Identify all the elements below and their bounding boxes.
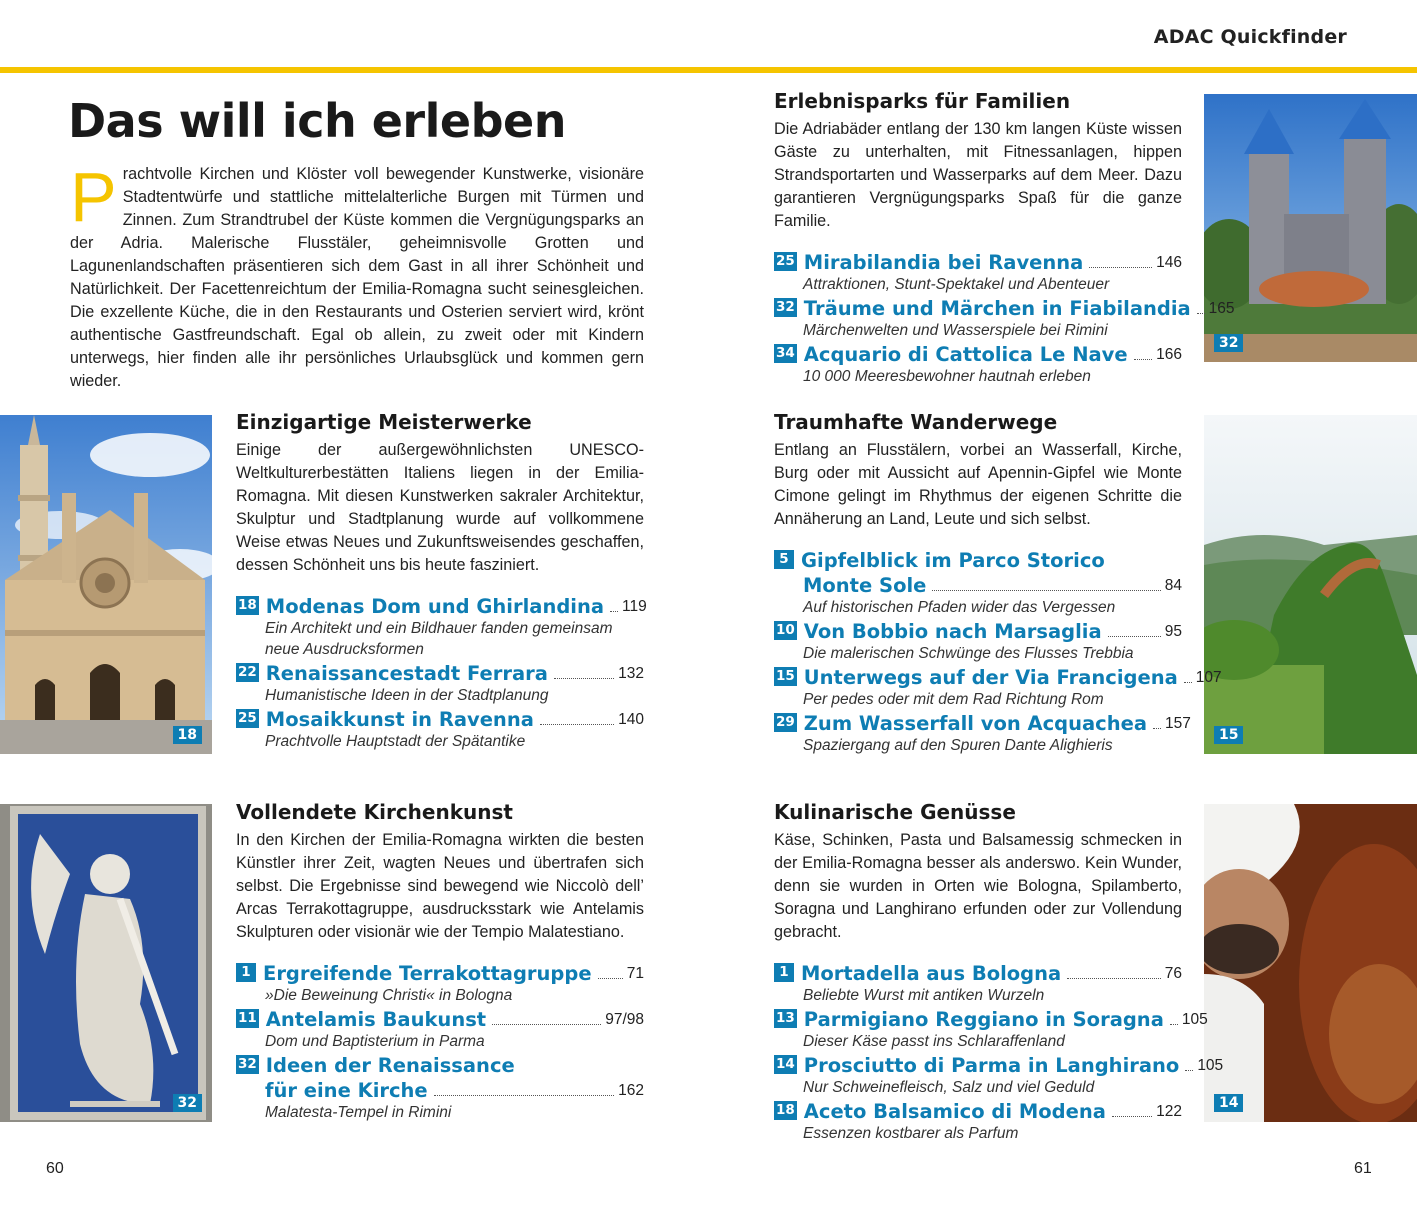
entry-page: 122 xyxy=(1156,1103,1182,1120)
leader-dots xyxy=(1184,682,1192,683)
leader-dots xyxy=(610,611,618,612)
drop-cap: P xyxy=(70,158,117,236)
leader-dots xyxy=(540,724,614,725)
entry-page: 132 xyxy=(618,665,644,682)
entry-parmigiano[interactable] xyxy=(774,1006,1208,1052)
entry-title[interactable]: Antelamis Baukunst xyxy=(265,1008,487,1031)
section-description: Käse, Schinken, Pasta und Balsamessig schmecken in der Emilia-Romagna besser als anderswo. Kein Wunder, denn sie wurden in Orten wie Bologna, Spilamberto, Soragna und Langhirano erfunden oder zur Vollendung gebracht. xyxy=(774,831,1182,941)
entry-number: 13 xyxy=(776,1010,795,1026)
entry-title[interactable]: Ideen der Renaissance xyxy=(265,1054,515,1077)
hills-illustration xyxy=(1204,415,1417,754)
section-title: Traumhafte Wanderwege xyxy=(774,410,1058,434)
entry-title[interactable]: Zum Wasserfall von Acquachea xyxy=(803,712,1148,735)
entry-bobbio[interactable] xyxy=(774,618,1182,664)
leader-dots xyxy=(1185,1070,1193,1071)
entry-number: 11 xyxy=(238,1010,257,1026)
leader-dots xyxy=(1134,359,1153,360)
page-number-left: 60 xyxy=(46,1160,64,1177)
entry-subtitle: Essenzen kostbarer als Parfum xyxy=(803,1125,1019,1142)
entry-title[interactable]: Aceto Balsamico di Modena xyxy=(803,1100,1106,1123)
leader-dots xyxy=(932,590,1160,591)
section-meisterwerke xyxy=(236,410,647,752)
entry-monte-sole[interactable] xyxy=(774,547,1182,618)
entry-number: 25 xyxy=(776,253,795,269)
entry-subtitle: 10 000 Meeresbewohner hautnah erleben xyxy=(803,368,1091,385)
entry-page: 105 xyxy=(1181,1011,1208,1028)
photo-modena-cathedral xyxy=(0,415,212,754)
entry-page: 71 xyxy=(626,965,644,982)
cathedral-illustration xyxy=(0,415,212,754)
entry-page: 140 xyxy=(618,711,644,728)
entry-page: 157 xyxy=(1165,715,1191,732)
entry-subtitle: Spaziergang auf den Spuren Dante Alighieris xyxy=(803,737,1113,754)
photo-badge: 32 xyxy=(173,1094,202,1112)
section-description: Entlang an Flusstälern, vorbei an Wasserfall, Kirche, Burg oder mit Aussicht auf Apennin-Gipfel wie Monte Cimone gelingt im Rhythmus der eigenen Schritte die Annäherung an Land, Leute und sich selbst. xyxy=(774,441,1182,528)
entry-title[interactable]: Acquario di Cattolica Le Nave xyxy=(803,343,1128,366)
leader-dots xyxy=(554,678,614,679)
leader-dots xyxy=(1153,728,1161,729)
entry-page: 165 xyxy=(1208,300,1235,317)
prosciutto-illustration xyxy=(1204,804,1417,1122)
intro-text: rachtvolle Kirchen und Klöster voll bewegender Kunstwerke, visionäre Stadtentwürfe und stattliche mittelalterliche Burgen mit Türmen und Zinnen. Zum Strandtrubel der Küste kommen die Vergnügungsparks an der Adria. Malerische Flusstäler, geheimnisvolle Grotten und Lagunenlandschaften präsentieren sich dem Gast in all ihrer Schönheit und Natürlichkeit. Der Facettenreichtum der Emilia-Romagna sucht seinesgleichen. Die exzellente Küche, die in den Restaurants und Osterien serviert wird, krönt authentische Gastfreundschaft. Egal ob allein, zu zweit oder mit Kindern unterwegs, hier finden alle ihr persönliches Urlaubsglück und kommen gern wieder. xyxy=(70,165,644,390)
entry-number: 18 xyxy=(238,597,257,613)
leader-dots xyxy=(1089,267,1152,268)
entry-number: 32 xyxy=(776,299,795,315)
entry-subtitle: »Die Beweinung Christi« in Bologna xyxy=(265,987,513,1004)
entry-title[interactable]: Mosaikkunst in Ravenna xyxy=(265,708,534,731)
leader-dots xyxy=(1112,1116,1152,1117)
entry-title[interactable]: Ergreifende Terrakottagruppe xyxy=(263,962,592,985)
entry-ravenna-mosaics[interactable] xyxy=(236,706,644,752)
entry-subtitle: Dieser Käse passt ins Schlaraffenland xyxy=(803,1033,1065,1050)
entry-title-cont[interactable]: Monte Sole xyxy=(803,574,927,597)
running-header: ADAC Quickfinder xyxy=(1153,26,1347,48)
leader-dots xyxy=(1067,978,1161,979)
section-erlebnisparks xyxy=(774,89,1235,387)
leader-dots xyxy=(1170,1024,1178,1025)
page-title: Das will ich erleben xyxy=(68,94,566,148)
photo-badge: 14 xyxy=(1214,1094,1243,1112)
entry-page: 97/98 xyxy=(605,1011,644,1028)
entry-number: 15 xyxy=(776,668,795,684)
photo-badge: 18 xyxy=(173,726,202,744)
entry-page: 162 xyxy=(618,1082,644,1099)
entry-ferrara[interactable] xyxy=(236,660,644,706)
photo-green-hills xyxy=(1204,415,1417,754)
entry-number: 18 xyxy=(776,1102,795,1118)
entry-subtitle: Prachtvolle Hauptstadt der Spätantike xyxy=(265,733,526,750)
entry-title[interactable]: Von Bobbio nach Marsaglia xyxy=(803,620,1102,643)
entry-title[interactable]: Prosciutto di Parma in Langhirano xyxy=(803,1054,1180,1077)
entry-mortadella[interactable] xyxy=(774,960,1182,1006)
entry-subtitle: Ein Architekt und ein Bildhauer fanden gemeinsam xyxy=(265,620,613,637)
entry-number: 14 xyxy=(776,1056,795,1072)
entry-page: 166 xyxy=(1156,346,1182,363)
entry-subtitle-cont: neue Ausdrucksformen xyxy=(265,641,424,658)
entry-title[interactable]: Parmigiano Reggiano in Soragna xyxy=(803,1008,1164,1031)
section-title: Erlebnisparks für Familien xyxy=(774,89,1071,113)
castle-illustration xyxy=(1204,94,1417,362)
entry-subtitle: Nur Schweinefleisch, Salz und viel Geduld xyxy=(803,1079,1095,1096)
entry-title[interactable]: Renaissancestadt Ferrara xyxy=(265,662,548,685)
entry-prosciutto[interactable] xyxy=(774,1052,1224,1098)
entry-number: 34 xyxy=(776,345,795,361)
entry-subtitle: Auf historischen Pfaden wider das Vergessen xyxy=(803,599,1116,616)
entry-number: 29 xyxy=(776,714,795,730)
entry-modena-dom[interactable] xyxy=(236,593,647,660)
entry-subtitle: Beliebte Wurst mit antiken Wurzeln xyxy=(803,987,1045,1004)
entry-aceto-balsamico[interactable] xyxy=(774,1098,1182,1144)
entry-page: 119 xyxy=(622,598,647,615)
entry-number: 10 xyxy=(776,622,795,638)
entry-title[interactable]: Modenas Dom und Ghirlandina xyxy=(265,595,605,618)
section-title: Vollendete Kirchenkunst xyxy=(236,800,513,824)
photo-badge: 32 xyxy=(1214,334,1243,352)
entry-title[interactable]: Unterwegs auf der Via Francigena xyxy=(803,666,1178,689)
header-rule xyxy=(0,67,1417,73)
page-number-right: 61 xyxy=(1354,1160,1372,1177)
entry-page: 105 xyxy=(1197,1057,1224,1074)
entry-page: 107 xyxy=(1195,669,1222,686)
entry-title[interactable]: Mirabilandia bei Ravenna xyxy=(803,251,1084,274)
entry-title[interactable]: Gipfelblick im Parco Storico xyxy=(801,549,1105,572)
section-description: Einige der außergewöhnlichsten UNESCO-Weltkulturerbestätten Italiens liegen in der Emilia-Romagna. Mit diesen Kunstwerken sakraler Architektur, Skulptur und Stadtplanung wurde auf vollkommene Weise etwas Neues und Zukunftsweisendes geschaffen, dessen Schönheit uns bis heute fasziniert. xyxy=(236,441,644,574)
entry-title[interactable]: Träume und Märchen in Fiabilandia xyxy=(803,297,1191,320)
entry-acquario[interactable] xyxy=(774,341,1182,387)
entry-mirabilandia[interactable] xyxy=(774,249,1182,295)
relief-illustration xyxy=(0,804,212,1122)
entry-page: 76 xyxy=(1164,965,1182,982)
entry-number: 1 xyxy=(236,963,256,982)
section-description: Die Adriabäder entlang der 130 km langen Küste wissen Gäste zu unterhalten, mit Fitnessanlagen, hippen Strandsportarten und Wasserparks auf dem Meer. Dazu garantieren Vergnügungsparks Spaß für die ganze Familie. xyxy=(774,120,1182,230)
entry-subtitle: Per pedes oder mit dem Rad Richtung Rom xyxy=(803,691,1104,708)
section-kulinarisch xyxy=(774,800,1224,1144)
entry-page: 95 xyxy=(1164,623,1182,640)
entry-title[interactable]: Mortadella aus Bologna xyxy=(801,962,1062,985)
entry-subtitle: Dom und Baptisterium in Parma xyxy=(265,1033,485,1050)
photo-fiabilandia-castle xyxy=(1204,94,1417,362)
intro-paragraph xyxy=(70,158,644,393)
entry-subtitle: Märchenwelten und Wasserspiele bei Rimini xyxy=(803,322,1108,339)
entry-page: 84 xyxy=(1164,577,1182,594)
entry-renaissance-kirche[interactable] xyxy=(236,1052,644,1123)
photo-badge: 15 xyxy=(1214,726,1243,744)
entry-subtitle: Humanistische Ideen in der Stadtplanung xyxy=(265,687,549,704)
photo-angel-relief xyxy=(0,804,212,1122)
entry-number: 25 xyxy=(238,710,257,726)
leader-dots xyxy=(434,1095,614,1096)
entry-via-francigena[interactable] xyxy=(774,664,1222,710)
entry-number: 32 xyxy=(238,1056,257,1072)
entry-title-cont[interactable]: für eine Kirche xyxy=(265,1079,428,1102)
leader-dots xyxy=(598,978,623,979)
section-title: Kulinarische Genüsse xyxy=(774,800,1016,824)
entry-page: 146 xyxy=(1156,254,1182,271)
entry-subtitle: Malatesta-Tempel in Rimini xyxy=(265,1104,452,1121)
section-wanderwege xyxy=(774,410,1222,756)
entry-subtitle: Die malerischen Schwünge des Flusses Trebbia xyxy=(803,645,1134,662)
entry-fiabilandia[interactable] xyxy=(774,295,1235,341)
leader-dots xyxy=(1108,636,1161,637)
section-title: Einzigartige Meisterwerke xyxy=(236,410,532,434)
section-kirchenkunst xyxy=(236,800,644,1123)
leader-dots xyxy=(492,1024,601,1025)
entry-terrakottagruppe[interactable] xyxy=(236,960,644,1006)
entry-subtitle: Attraktionen, Stunt-Spektakel und Abenteuer xyxy=(803,276,1110,293)
section-description: In den Kirchen der Emilia-Romagna wirkten die besten Künstler ihrer Zeit, wagten Neues und übertrafen sich selbst. Die Ergebnisse sind bewegend wie Niccolò dell’ Arcas Terrakottagruppe, ausdrucksstark wie Antelamis Skulpturen oder visionär wie der Tempio Malatestiano. xyxy=(236,831,644,941)
leader-dots xyxy=(1197,313,1205,314)
entry-antelami[interactable] xyxy=(236,1006,644,1052)
entry-number: 5 xyxy=(774,550,794,569)
entry-acquachea[interactable] xyxy=(774,710,1191,756)
entry-number: 22 xyxy=(238,664,257,680)
photo-prosciutto-master xyxy=(1204,804,1417,1122)
entry-number: 1 xyxy=(774,963,794,982)
